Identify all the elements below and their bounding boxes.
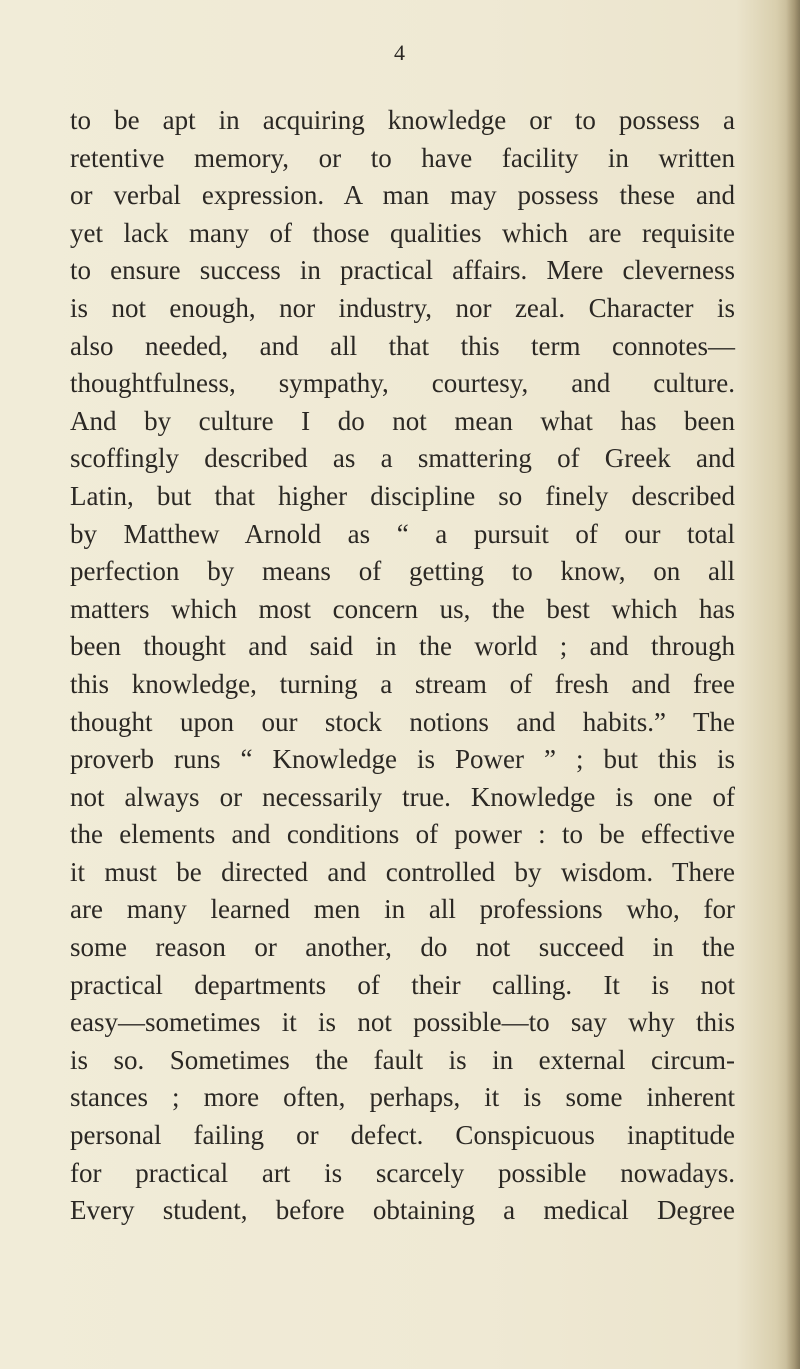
text-line: are many learned men in all professions who, for: [70, 894, 735, 925]
page-edge-shadow: [786, 0, 800, 1369]
text-line: stances ; more often, perhaps, it is some inherent: [70, 1082, 735, 1113]
text-line: scoffingly described as a smattering of Greek and: [70, 443, 735, 474]
text-line: practical departments of their calling. It is not: [70, 969, 735, 1000]
text-line: to be apt in acquiring knowledge or to possess a: [70, 105, 735, 135]
body-text: [70, 102, 735, 1230]
text-line: it must be directed and controlled by wisdom. There: [70, 856, 735, 887]
text-line: is not enough, nor industry, nor zeal. Character is: [70, 292, 735, 323]
text-line: thoughtfulness, sympathy, courtesy, and culture.: [70, 368, 735, 399]
text-line: yet lack many of those qualities which are requisite: [70, 217, 735, 248]
text-line: thought upon our stock notions and habits.” The: [70, 706, 735, 737]
text-line: for practical art is scarcely possible nowadays.: [70, 1157, 735, 1188]
text-line: And by culture I do not mean what has been: [70, 405, 735, 436]
text-line: been thought and said in the world ; and through: [70, 631, 735, 662]
text-line: proverb runs “ Knowledge is Power ” ; but this is: [70, 744, 735, 775]
page-number: 4: [394, 40, 406, 65]
text-line: perfection by means of getting to know, on all: [70, 556, 735, 587]
text-line: not always or necessarily true. Knowledge is one of: [70, 781, 735, 812]
text-line: Latin, but that higher discipline so finely described: [70, 480, 735, 511]
text-line: also needed, and all that this term connotes—: [70, 330, 735, 361]
text-line: matters which most concern us, the best which has: [70, 593, 735, 624]
text-line: by Matthew Arnold as “ a pursuit of our total: [70, 518, 735, 549]
text-line: the elements and conditions of power : to be effective: [70, 819, 735, 850]
text-line: or verbal expression. A man may possess these and: [70, 180, 735, 211]
text-line: personal failing or defect. Conspicuous inaptitude: [70, 1120, 735, 1151]
text-line: easy—sometimes it is not possible—to say why this: [70, 1007, 735, 1038]
text-line: is so. Sometimes the fault is in external circum-: [70, 1044, 735, 1075]
text-line: to ensure success in practical affairs. Mere cleverness: [70, 255, 735, 286]
text-line: some reason or another, do not succeed in the: [70, 932, 735, 963]
text-line: Every student, before obtaining a medical Degree: [70, 1195, 735, 1226]
text-line: retentive memory, or to have facility in written: [70, 142, 735, 173]
text-line: this knowledge, turning a stream of fresh and free: [70, 668, 735, 699]
